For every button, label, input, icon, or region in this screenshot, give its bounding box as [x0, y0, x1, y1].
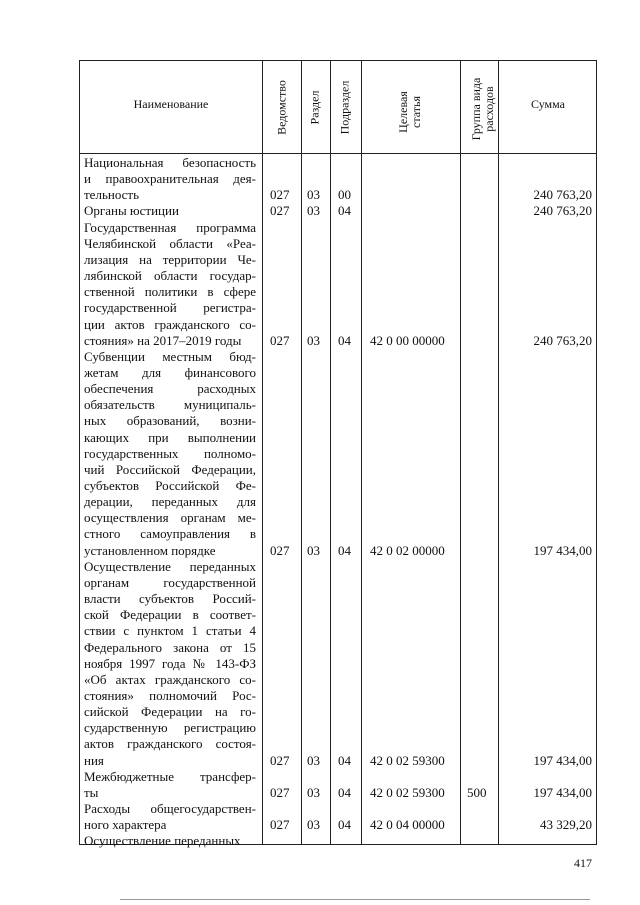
row-name-line: чий Российской Федерации, [84, 461, 256, 477]
row-sum: 43 329,20 [540, 817, 592, 833]
row-name-line: Национальная безопасность [84, 155, 256, 170]
row-name-line: Федерального закона от 15 [84, 639, 256, 655]
row-name-line: ствии с пунктом 1 статьи 4 [84, 623, 256, 639]
column-divider [498, 60, 499, 845]
row-subsection: 04 [338, 542, 351, 558]
row-name-line: Челябинской области «Реа- [84, 235, 256, 251]
header-target-article: Целевая статья [396, 91, 423, 133]
row-department: 027 [270, 332, 290, 348]
row-name-line: государственных полномо- [84, 445, 256, 461]
row-name-line: органам государственной [84, 574, 256, 590]
row-department: 027 [270, 817, 290, 833]
row-name-line: ской Федерации в соответ- [84, 607, 256, 623]
row-sum: 240 763,20 [533, 203, 592, 219]
row-department: 027 [270, 784, 290, 800]
row-name-line: лябинской области государ- [84, 268, 256, 284]
header-department: Ведомство [274, 80, 289, 135]
row-department: 027 [270, 542, 290, 558]
row-department: 027 [270, 203, 290, 219]
column-divider [460, 60, 461, 845]
row-subsection: 04 [338, 203, 351, 219]
row-name-line: субъектов Российской Фе- [84, 478, 256, 493]
row-name-line: Субвенции местным бюд- [84, 348, 256, 364]
header-expense-group: Группа вида расходов [469, 77, 496, 141]
row-name-line: сийской Федерации на го- [84, 704, 256, 720]
row-name-line: ции актов гражданского со- [84, 316, 256, 332]
row-name-line: тельность [84, 187, 140, 203]
row-name-line: обеспечения расходных [84, 381, 256, 397]
column-divider [301, 60, 302, 845]
row-subsection: 04 [338, 817, 351, 833]
row-subsection: 00 [338, 187, 351, 203]
row-section: 03 [307, 203, 320, 219]
row-sum: 197 434,00 [533, 784, 592, 800]
row-target-article: 42 0 02 00000 [370, 542, 445, 558]
row-name-line: ты [84, 784, 99, 800]
row-name-line: государственной регистра- [84, 300, 256, 316]
column-divider [330, 60, 331, 845]
column-divider [361, 60, 362, 845]
row-name-line: лизация на территории Че- [84, 251, 256, 267]
row-target-article: 42 0 02 59300 [370, 752, 445, 768]
row-subsection: 04 [338, 784, 351, 800]
header-subsection: Подраздел [337, 80, 352, 135]
header-divider [79, 153, 597, 154]
row-name-line: сударственную регистрацию [84, 720, 256, 736]
row-name-line: кающих при выполнении [84, 429, 256, 445]
row-section: 03 [307, 187, 320, 203]
header-section: Раздел [307, 90, 322, 125]
row-name-line: стояния» на 2017–2019 годы [84, 332, 242, 348]
row-sum: 240 763,20 [533, 332, 592, 348]
row-name-line: жетам для финансового [84, 364, 256, 380]
row-name-line: стояния» полномочий Рос- [84, 687, 256, 703]
row-name-line: стного самоуправления в [84, 526, 256, 542]
row-sum: 240 763,20 [533, 187, 592, 203]
row-name-line: установленном порядке [84, 542, 216, 558]
row-name-line: Органы юстиции [84, 203, 179, 219]
row-sum: 197 434,00 [533, 752, 592, 768]
row-department: 027 [270, 187, 290, 203]
row-name-line: власти субъектов Россий- [84, 591, 256, 607]
row-section: 03 [307, 542, 320, 558]
row-expense-group: 500 [467, 784, 487, 800]
row-section: 03 [307, 752, 320, 768]
row-target-article: 42 0 02 59300 [370, 784, 445, 800]
header-name: Наименование [133, 97, 209, 111]
row-name-line: ных образований, возни- [84, 413, 256, 429]
row-name-line: дерации, переданных для [84, 494, 256, 510]
row-name-line: осуществления органам ме- [84, 510, 256, 526]
row-subsection: 04 [338, 752, 351, 768]
row-sum: 197 434,00 [533, 542, 592, 558]
column-divider [262, 60, 263, 845]
row-name-line: ноября 1997 года № 143-ФЗ [84, 655, 256, 671]
row-name-line: и правоохранительная дея- [84, 171, 256, 187]
row-section: 03 [307, 332, 320, 348]
header-sum: Сумма [531, 97, 565, 111]
page-number: 417 [574, 856, 592, 870]
row-department: 027 [270, 752, 290, 768]
row-name-line: актов гражданского состоя- [84, 736, 256, 752]
row-subsection: 04 [338, 332, 351, 348]
row-name-line: Расходы общегосударствен- [84, 801, 256, 816]
row-target-article: 42 0 00 00000 [370, 332, 445, 348]
row-section: 03 [307, 784, 320, 800]
row-name-line: ственной политики в сфере [84, 284, 256, 300]
row-name-line: ного характера [84, 817, 167, 833]
row-name-line: «Об актах гражданского со- [84, 671, 256, 687]
row-section: 03 [307, 817, 320, 833]
row-name-line: Осуществление переданных [84, 558, 256, 574]
row-name-line: ния [84, 752, 104, 768]
row-name-line: обязательств муниципаль- [84, 397, 256, 413]
row-name-line: Межбюджетные трансфер- [84, 768, 256, 784]
row-name-line: Государственная программа [84, 219, 256, 235]
row-target-article: 42 0 04 00000 [370, 817, 445, 833]
row-name-line: Осуществление переданных [84, 833, 241, 849]
scan-edge-line [120, 899, 590, 900]
